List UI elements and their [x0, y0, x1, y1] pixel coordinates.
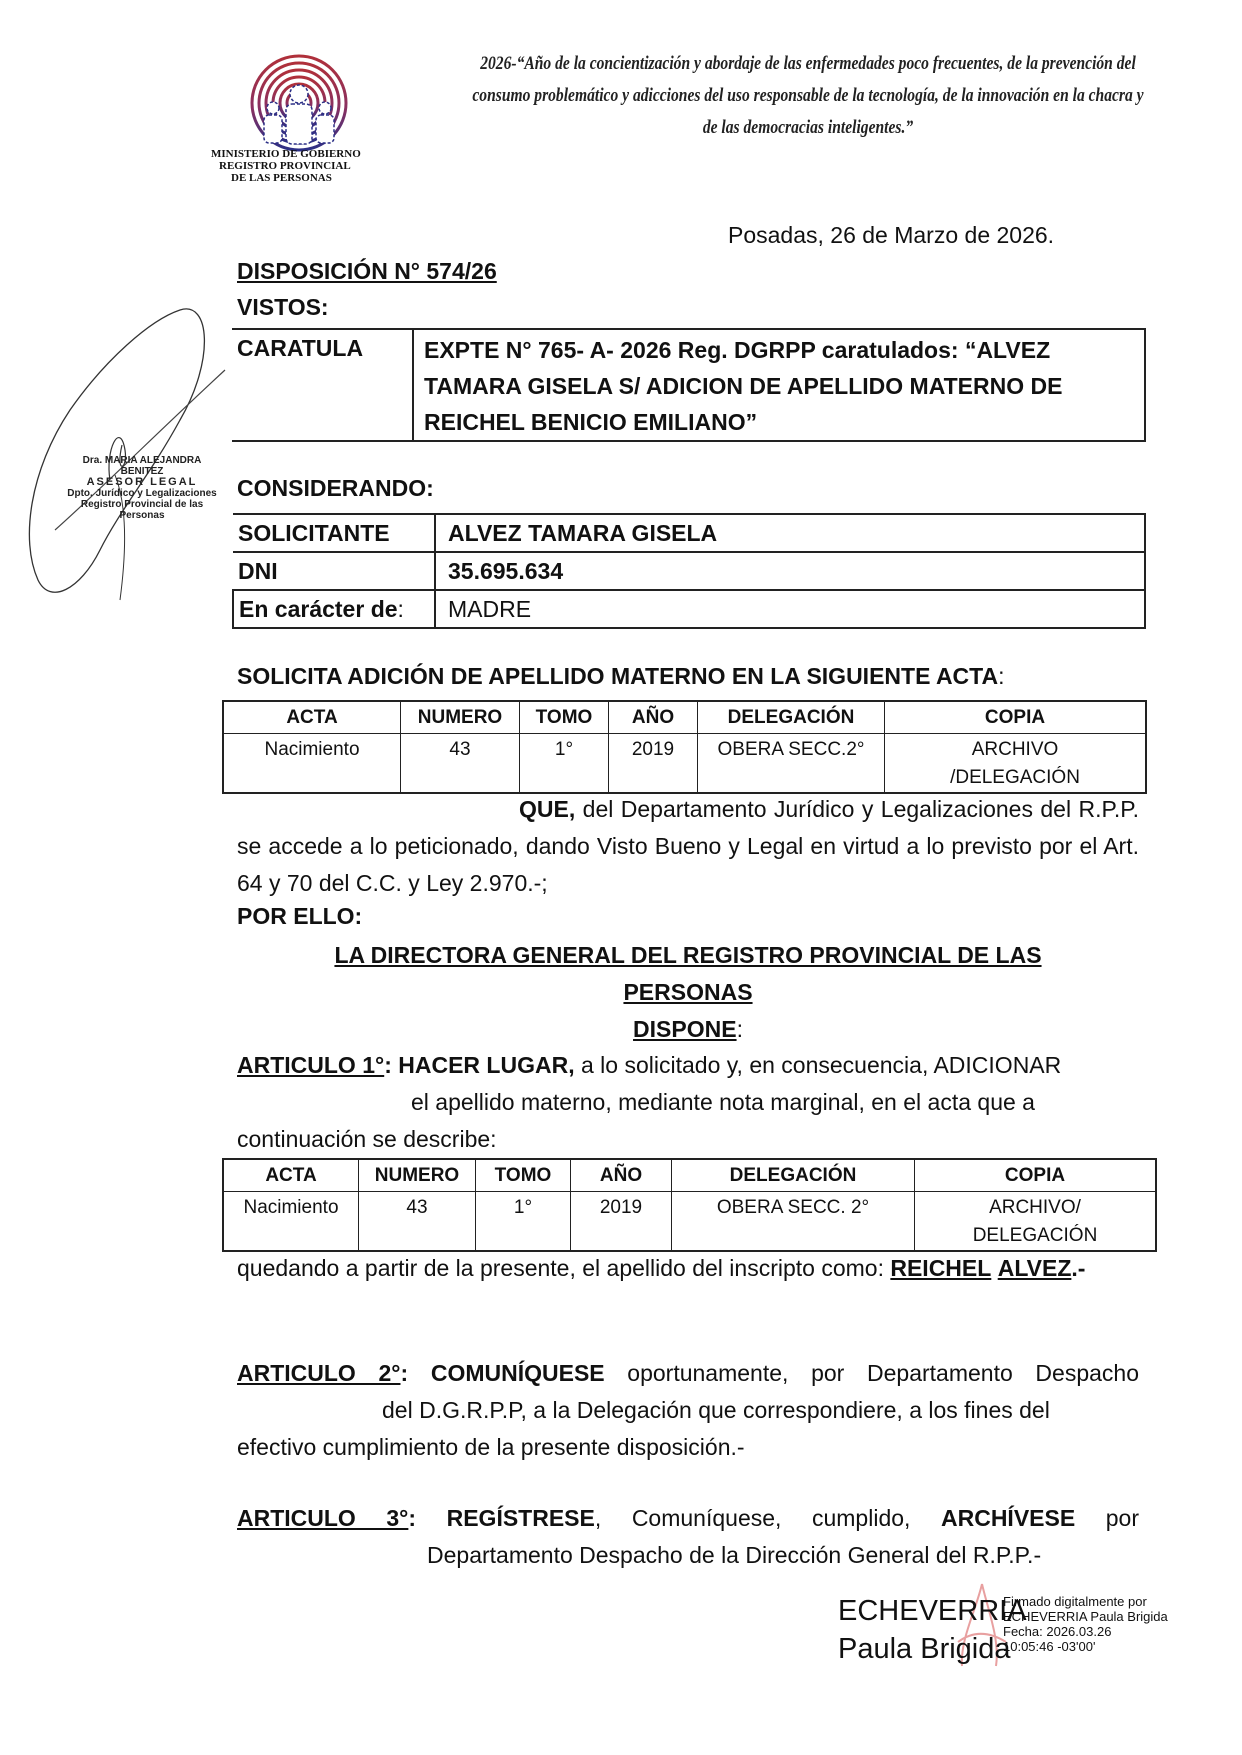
signature-info-line: Firmado digitalmente por — [1003, 1594, 1147, 1609]
table-cell: OBERA SECC.2° — [698, 734, 885, 794]
article-2-text: oportunamente, por Departamento Despacho — [604, 1360, 1139, 1386]
resulting-surname-2: ALVEZ — [997, 1255, 1072, 1281]
table-row — [233, 552, 1145, 590]
result-text: quedando a partir de la presente, el apellido del inscripto como: — [237, 1255, 891, 1281]
signature-info-line: Fecha: 2026.03.26 — [1003, 1624, 1112, 1639]
que-text: del Departamento Jurídico y Legalizaciones del R.P.P. se accede a lo peticionado, dando Visto Bueno y Legal en virtud a lo previsto por el Art. 64 y 70 del C.C. y Ley 2.970.-; — [237, 796, 1139, 896]
table-row — [232, 329, 1145, 441]
signer-surname: ECHEVERRIA — [838, 1595, 1027, 1627]
place-and-date: Posadas, 26 de Marzo de 2026. — [728, 222, 1055, 248]
table-cell: 1° — [476, 1192, 571, 1252]
stamp-line: Registro Provincial de las Personas — [80, 499, 204, 521]
relationship-label-colon: : — [397, 595, 404, 622]
request-heading — [237, 663, 1005, 690]
table-cell: ARCHIVO /DELEGACIÓN — [885, 734, 1147, 794]
article-2 — [237, 1355, 1139, 1466]
authority-title — [237, 937, 1139, 1011]
article-1-text: a lo solicitado y, en consecuencia, ADICIONAR — [574, 1052, 1062, 1078]
acta-table-request — [222, 700, 1147, 794]
article-2-lead: COMUNÍQUESE — [408, 1360, 605, 1386]
considerando-heading: CONSIDERANDO: — [237, 475, 434, 501]
authority-title-line: LA DIRECTORA GENERAL DEL REGISTRO PROVINCIAL DE LAS — [334, 942, 1042, 968]
legal-advisor-stamp — [62, 455, 222, 521]
article-3-line — [237, 1500, 1139, 1537]
table-cell: 43 — [401, 734, 520, 794]
article-colon: : — [384, 1052, 392, 1078]
org-line-ministry: MINISTERIO DE GOBIERNO — [211, 148, 361, 160]
org-line-persons: DE LAS PERSONAS — [231, 172, 332, 184]
table-row — [223, 1192, 1156, 1252]
table-row — [223, 734, 1146, 794]
column-header: COPIA — [885, 701, 1147, 734]
column-header: DELEGACIÓN — [698, 701, 885, 734]
article-2-label: ARTICULO 2° — [237, 1360, 401, 1386]
article-2-line — [237, 1355, 1139, 1392]
table-header-row — [223, 701, 1146, 734]
org-line-registry: REGISTRO PROVINCIAL — [219, 160, 351, 172]
vistos-heading: VISTOS: — [237, 294, 329, 320]
article-3 — [237, 1500, 1139, 1574]
por-ello-heading: POR ELLO: — [237, 903, 363, 929]
applicant-label: SOLICITANTE — [233, 514, 435, 552]
article-3-text: por — [1075, 1505, 1139, 1531]
dispone-heading — [237, 1011, 1139, 1048]
article-1-line: el apellido materno, mediante nota marginal, en el acta que a — [411, 1089, 1035, 1115]
caratula-value: EXPTE N° 765- A- 2026 Reg. DGRPP caratulados: “ALVEZ TAMARA GISELA S/ ADICION DE APELLIDO MATERNO DE REICHEL BENICIO EMILIANO” — [424, 337, 1063, 435]
applicant-table — [232, 513, 1146, 629]
relationship-label-text: En carácter de — [239, 595, 398, 622]
stamp-line: Dra. MARIA ALEJANDRA BENITEZ — [82, 455, 202, 477]
column-header: DELEGACIÓN — [672, 1159, 915, 1192]
table-cell: Nacimiento — [223, 1192, 359, 1252]
article-1-line: continuación se describe: — [237, 1126, 497, 1152]
organization-name — [205, 148, 405, 184]
motto-line: 2026-“Año de la concientización y abordaje de las enfermedades poco frecuentes, de la prevención del — [480, 53, 1136, 74]
article-2-line: efectivo cumplimiento de la presente disposición.- — [237, 1434, 745, 1460]
column-header: NUMERO — [359, 1159, 476, 1192]
column-header: AÑO — [571, 1159, 672, 1192]
column-header: TOMO — [520, 701, 609, 734]
digital-signer-name — [838, 1592, 1027, 1668]
article-3-label: ARTICULO 3° — [237, 1505, 409, 1531]
article-1 — [237, 1047, 1157, 1158]
acta-table-dispose — [222, 1158, 1157, 1252]
result-suffix: .- — [1071, 1255, 1086, 1281]
dispone-colon: : — [736, 1016, 743, 1042]
column-header: ACTA — [223, 701, 401, 734]
motto-line: de las democracias inteligentes.” — [702, 117, 914, 138]
relationship-label — [233, 590, 435, 628]
dni-label: DNI — [233, 552, 435, 590]
signature-info-line: 10:05:46 -03'00' — [1003, 1639, 1096, 1654]
table-cell: OBERA SECC. 2° — [672, 1192, 915, 1252]
article-colon: : — [408, 1505, 417, 1531]
dni-value: 35.695.634 — [435, 552, 1145, 590]
column-header: AÑO — [609, 701, 698, 734]
table-cell: 1° — [520, 734, 609, 794]
article-1-line — [237, 1047, 1157, 1084]
relationship-value: MADRE — [435, 590, 1145, 628]
applicant-name: ALVEZ TAMARA GISELA — [435, 514, 1145, 552]
article-1-lead: HACER LUGAR, — [391, 1052, 575, 1078]
table-cell: 2019 — [609, 734, 698, 794]
article-3-text: , Comuníquese, cumplido, — [594, 1505, 941, 1531]
column-header: TOMO — [476, 1159, 571, 1192]
result-paragraph — [237, 1250, 1139, 1287]
article-3-register: REGÍSTRESE — [446, 1505, 595, 1531]
motto-line: consumo problemático y adicciones del uso responsable de la tecnología, de la innovación en la chacra y — [472, 85, 1144, 106]
que-lead: QUE, — [519, 796, 576, 822]
column-header: NUMERO — [401, 701, 520, 734]
caratula-table — [232, 328, 1146, 442]
signature-info-line: ECHEVERRIA Paula Brigida — [1003, 1609, 1168, 1624]
table-cell: Nacimiento — [223, 734, 401, 794]
year-motto — [419, 48, 1198, 144]
resulting-surname-1: REICHEL — [890, 1255, 992, 1281]
disposition-number: DISPOSICIÓN N° 574/26 — [237, 258, 497, 284]
article-2-line: del D.G.R.P.P, a la Delegación que correspondiere, a los fines del — [382, 1397, 1050, 1423]
registry-logo-icon — [238, 52, 360, 154]
digital-signature-info — [1003, 1594, 1168, 1654]
caratula-label: CARATULA — [232, 329, 413, 441]
request-heading-text: SOLICITA ADICIÓN DE APELLIDO MATERNO EN LA SIGUIENTE ACTA — [237, 663, 999, 689]
table-row — [233, 590, 1145, 628]
article-3-line: Departamento Despacho de la Dirección General del R.P.P.- — [427, 1542, 1042, 1568]
stamp-line: Dpto. Jurídico y Legalizaciones — [67, 488, 217, 499]
article-1-label: ARTICULO 1° — [237, 1052, 385, 1078]
authority-title-line: PERSONAS — [623, 979, 753, 1005]
table-row — [233, 514, 1145, 552]
column-header: ACTA — [223, 1159, 359, 1192]
column-header: COPIA — [915, 1159, 1157, 1192]
table-cell: ARCHIVO/ DELEGACIÓN — [915, 1192, 1157, 1252]
request-heading-colon: : — [998, 663, 1005, 689]
signer-given-names: Paula Brigida — [838, 1633, 1011, 1665]
article-colon: : — [400, 1360, 409, 1386]
article-3-archive: ARCHÍVESE — [940, 1505, 1076, 1531]
dispone-text: DISPONE — [633, 1016, 737, 1042]
table-header-row — [223, 1159, 1156, 1192]
table-cell: 43 — [359, 1192, 476, 1252]
que-paragraph — [237, 791, 1139, 902]
stamp-line: ASESOR LEGAL — [86, 476, 198, 488]
table-cell: 2019 — [571, 1192, 672, 1252]
